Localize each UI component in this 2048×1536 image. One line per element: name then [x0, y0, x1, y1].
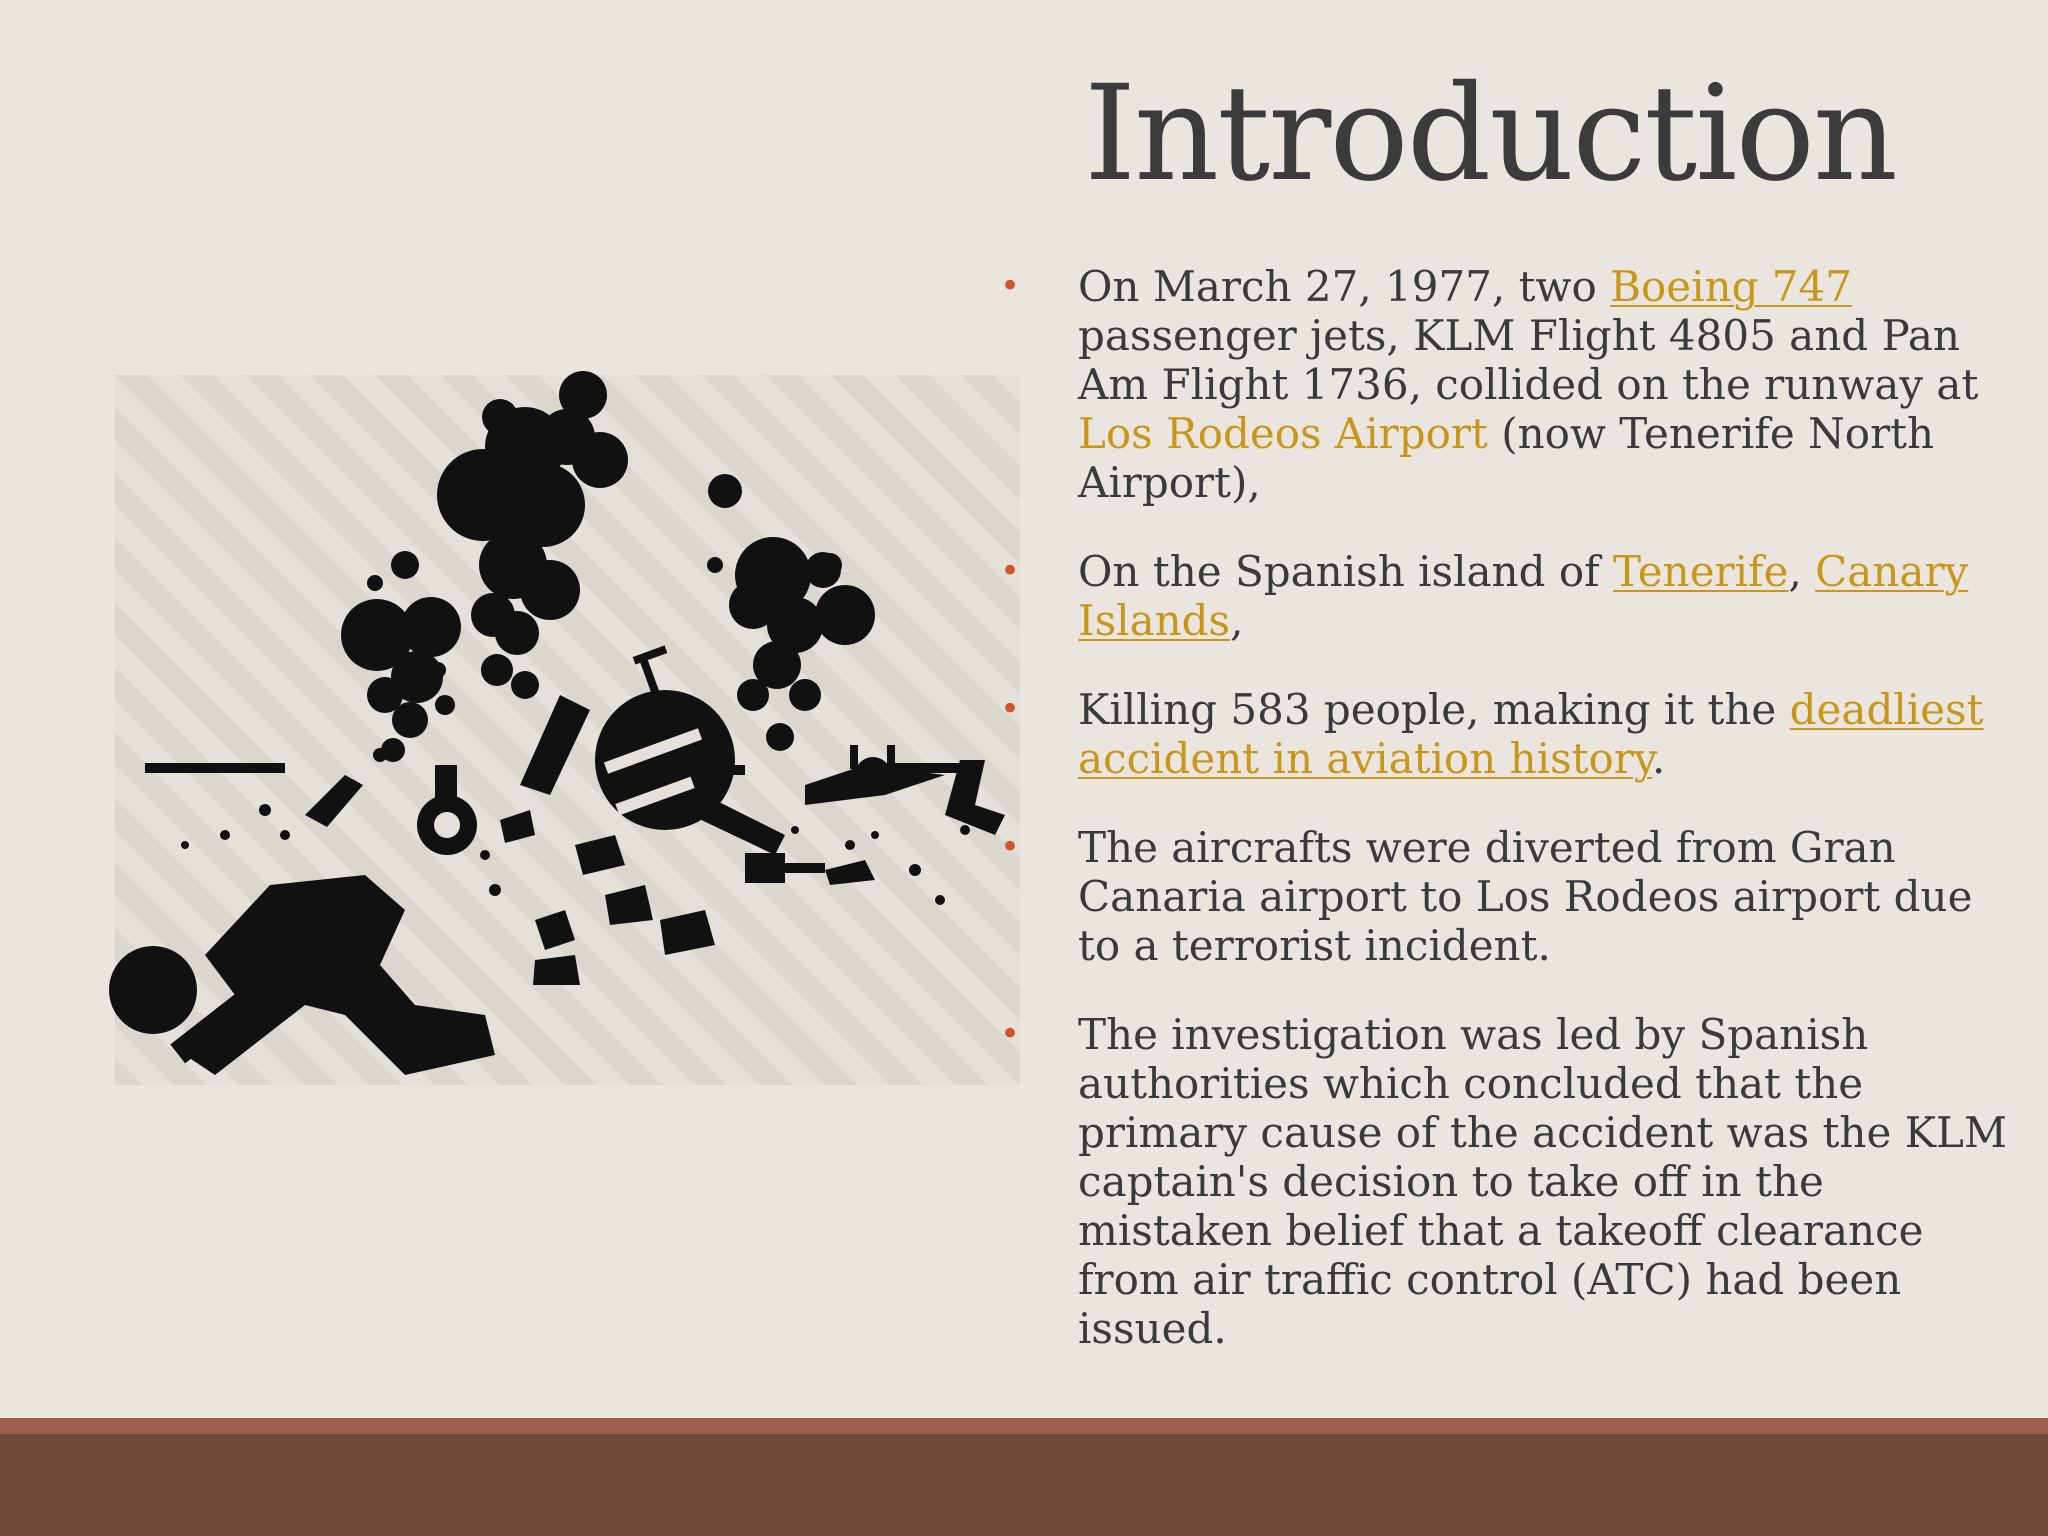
- plane-crash-illustration-icon: [105, 365, 1025, 1105]
- bullet-item: [990, 262, 2020, 507]
- bullet-text: On March 27, 1977, two: [1078, 262, 1611, 311]
- bullet-text: The aircrafts were diverted from Gran Canaria airport to Los Rodeos airport due to a terrorist incident.: [1078, 823, 1973, 970]
- bullet-list: [990, 262, 2020, 1353]
- bullet-dot-icon: •: [1000, 1014, 1021, 1054]
- boeing-747-link[interactable]: Boeing 747: [1610, 262, 1852, 311]
- bullet-text: (now Tenerife North Airport),: [1078, 409, 1935, 507]
- bullet-dot-icon: •: [1000, 827, 1021, 867]
- deadliest-accident-link[interactable]: deadliest accident in aviation history: [1078, 685, 1984, 783]
- bullet-text: Killing 583 people, making it the: [1078, 685, 1790, 734]
- bullet-text: On the Spanish island of: [1078, 547, 1614, 596]
- bullet-dot-icon: •: [1000, 266, 1021, 306]
- los-rodeos-airport-link[interactable]: Los Rodeos Airport: [1078, 409, 1488, 458]
- bullet-text: passenger jets, KLM Flight 4805 and Pan Am Flight 1736, collided on the runway at: [1078, 311, 1979, 409]
- footer-bar: [0, 1434, 2048, 1536]
- slide-title: Introduction: [1084, 57, 1896, 211]
- bullet-dot-icon: •: [1000, 551, 1021, 591]
- bullet-text: .: [1652, 734, 1666, 783]
- tenerife-link[interactable]: Tenerife: [1613, 547, 1789, 596]
- bullet-text: ,: [1788, 547, 1816, 596]
- bullet-item: [990, 547, 2020, 645]
- footer-accent-strip: [0, 1418, 2048, 1434]
- bullet-dot-icon: •: [1000, 689, 1021, 729]
- bullet-item: [990, 685, 2020, 783]
- bullet-text: The investigation was led by Spanish authorities which concluded that the primary cause of the accident was the KLM captain's decision to take off in the mistaken belief that a takeoff clearance from air traffic control (ATC) had been issued.: [1078, 1010, 2007, 1353]
- bullet-text: ,: [1230, 596, 1244, 645]
- bullet-item: [990, 1010, 2020, 1353]
- canary-islands-link[interactable]: Canary Islands: [1078, 547, 1969, 645]
- bullet-item: [990, 823, 2020, 970]
